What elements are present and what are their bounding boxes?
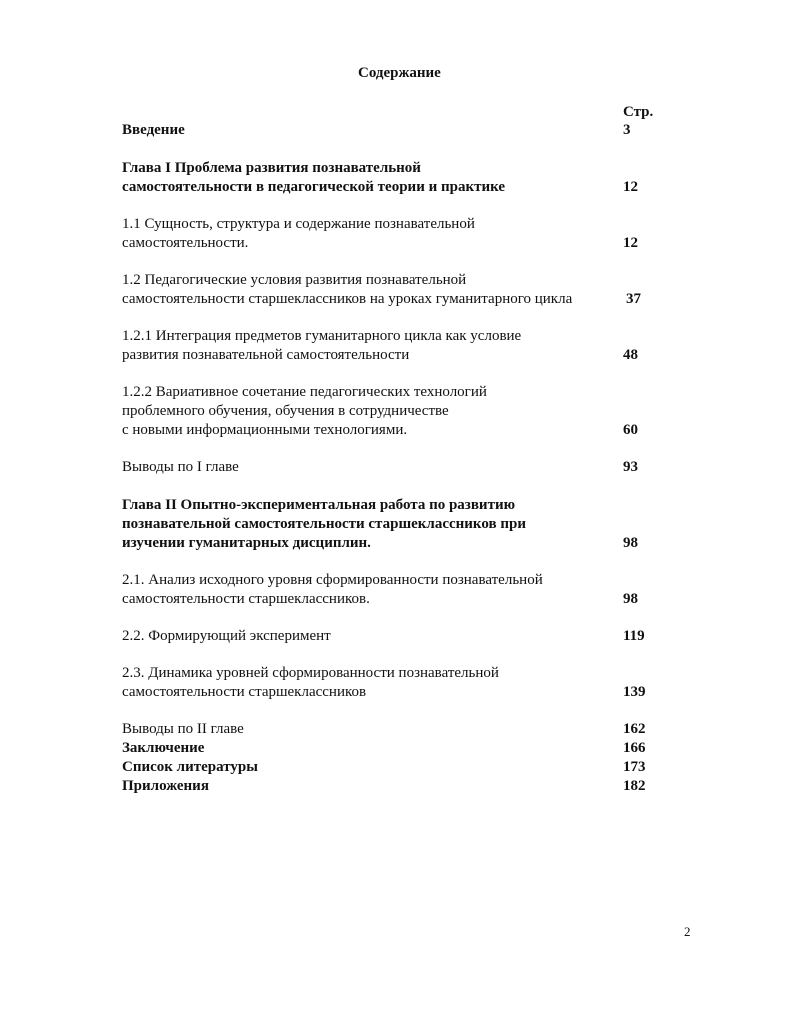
toc-entry-bibliography[interactable] <box>122 758 258 777</box>
toc-page-number: 173 <box>623 759 646 775</box>
toc-page-number: 119 <box>623 628 645 644</box>
toc-entry-text: 2.1. Анализ исходного уровня сформированности познавательной <box>122 572 543 588</box>
toc-entry-text: с новыми информационными технологиями. <box>122 422 408 438</box>
toc-entry-text: проблемного обучения, обучения в сотрудничестве <box>122 403 449 419</box>
toc-page-number: 182 <box>623 778 646 794</box>
toc-entry-2-1[interactable] <box>122 571 543 609</box>
page-title: Содержание <box>358 65 441 81</box>
toc-entry-text: Глава I Проблема развития познавательной <box>122 160 421 176</box>
toc-page-number: 166 <box>623 740 646 756</box>
toc-entry-text: Заключение <box>122 740 205 756</box>
toc-entry-1-2-2[interactable] <box>122 383 487 440</box>
toc-entry-text: самостоятельности в педагогической теории и практике <box>122 179 506 195</box>
toc-page-number: 162 <box>623 721 646 737</box>
toc-entry-text: 2.2. Формирующий эксперимент <box>122 628 331 644</box>
toc-entry-text: 1.2 Педагогические условия развития познавательной <box>122 272 467 288</box>
toc-entry-text: 1.2.2 Вариативное сочетание педагогических технологий <box>122 384 487 400</box>
toc-page-number: 12 <box>623 179 638 195</box>
toc-entry-conclusion[interactable] <box>122 739 204 758</box>
toc-entry-text: Глава II Опытно-экспериментальная работа по развитию <box>122 497 516 513</box>
toc-entry-1-1[interactable] <box>122 215 475 253</box>
toc-page-number: 48 <box>623 347 638 363</box>
toc-page-number: 3 <box>623 122 631 138</box>
toc-entry-text: 1.1 Сущность, структура и содержание познавательной <box>122 216 475 232</box>
toc-entry-2-2[interactable] <box>122 627 331 646</box>
toc-entry-text: самостоятельности старшеклассников. <box>122 591 370 607</box>
toc-entry-1-2[interactable] <box>122 271 572 309</box>
toc-entry-text: Введение <box>122 122 185 138</box>
toc-entry-text: 2.3. Динамика уровней сформированности познавательной <box>122 665 499 681</box>
toc-page-number: 37 <box>626 291 641 307</box>
toc-entry-text: развития познавательной самостоятельности <box>122 347 410 363</box>
toc-entry-text: Список литературы <box>122 759 258 775</box>
page-number: 2 <box>684 924 691 939</box>
toc-page-number: 93 <box>623 459 638 475</box>
toc-entry-text: познавательной самостоятельности старшеклассников при <box>122 516 526 532</box>
toc-entry-text: Выводы по I главе <box>122 459 239 475</box>
toc-entry-2-3[interactable] <box>122 664 499 702</box>
toc-entry-text: Выводы по II главе <box>122 721 244 737</box>
toc-entry-1-2-1[interactable] <box>122 327 521 365</box>
toc-entry-conclusions-1[interactable] <box>122 458 239 477</box>
toc-entry-text: самостоятельности старшеклассников на уроках гуманитарного цикла <box>122 291 573 307</box>
toc-entry-text: изучении гуманитарных дисциплин. <box>122 535 371 551</box>
toc-entry-text: Приложения <box>122 778 209 794</box>
toc-page-number: 139 <box>623 684 646 700</box>
toc-page-number: 98 <box>623 591 638 607</box>
toc-entry-conclusions-2[interactable] <box>122 720 244 739</box>
toc-entry-chapter-1[interactable] <box>122 159 505 197</box>
toc-page-number: 98 <box>623 535 638 551</box>
toc-page-number: 12 <box>623 235 638 251</box>
page-column-label: Стр. <box>623 104 654 120</box>
toc-page-number: 60 <box>623 422 638 438</box>
toc-entry-appendices[interactable] <box>122 777 209 796</box>
toc-entry-introduction[interactable] <box>122 121 185 140</box>
toc-entry-text: самостоятельности. <box>122 235 249 251</box>
toc-entry-chapter-2[interactable] <box>122 496 526 553</box>
toc-entry-text: 1.2.1 Интеграция предметов гуманитарного цикла как условие <box>122 328 522 344</box>
toc-entry-text: самостоятельности старшеклассников <box>122 684 367 700</box>
